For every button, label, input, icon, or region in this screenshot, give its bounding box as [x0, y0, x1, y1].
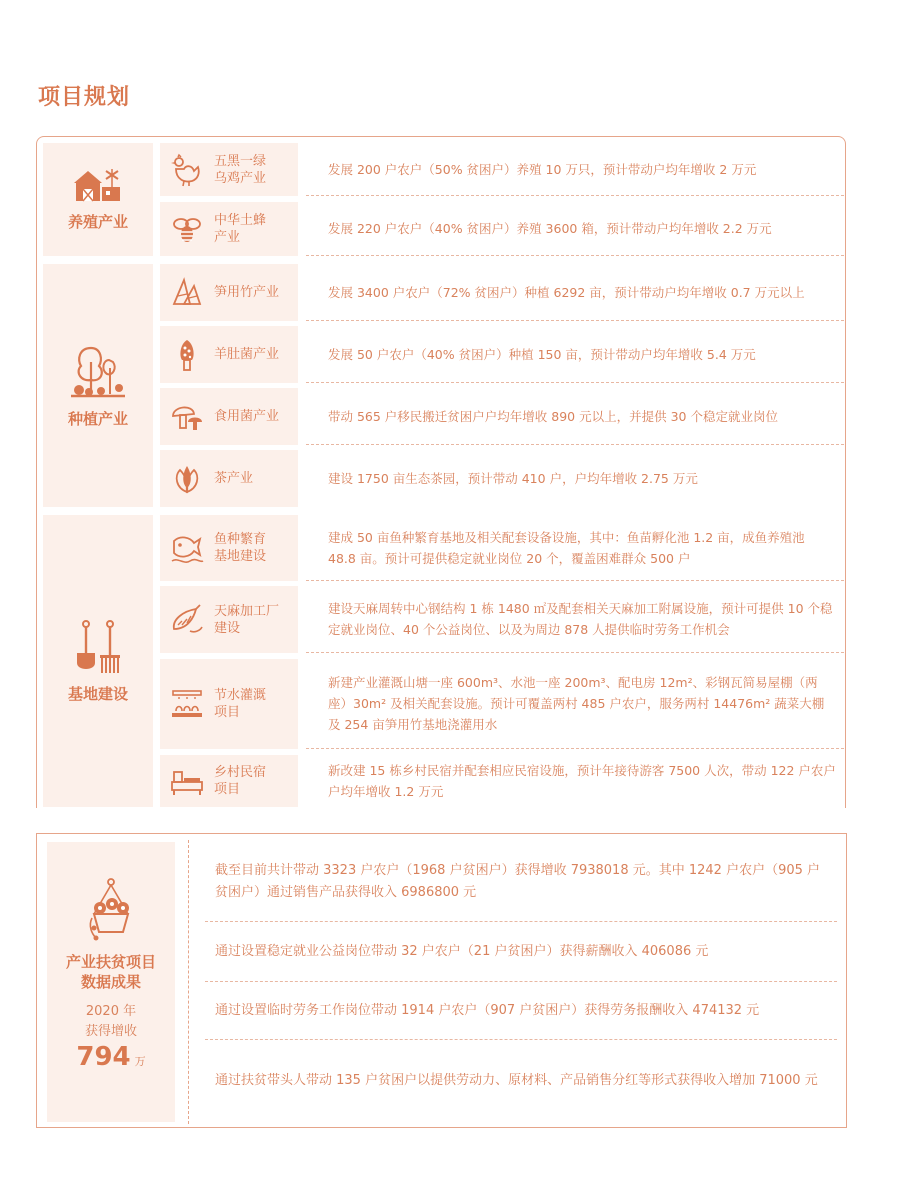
item-description: 建设 1750 亩生态茶园，预计带动 410 户，户均年增收 2.75 万元	[328, 471, 698, 486]
item-name: 节水灌溉 项目	[214, 688, 267, 720]
result-item: 通过扶贫带头人带动 135 户贫困户以提供劳动力、原材料、产品销售分红等形式获得收入增加 71000 元	[215, 1073, 818, 1088]
item-name-cell	[160, 264, 298, 321]
item-name-cell	[160, 202, 298, 256]
bee-icon	[170, 212, 204, 246]
shovel-rake-icon	[73, 619, 123, 675]
fish-icon	[170, 531, 204, 565]
item-description: 发展 220 户农户（40% 贫困户）养殖 3600 箱，预计带动户均年增收 2.2 万元	[306, 202, 844, 256]
result-item: 通过设置临时劳务工作岗位带动 1914 户农户（907 户贫困户）获得劳务报酬收入 474132 元	[205, 982, 837, 1040]
item-name-cell	[160, 755, 298, 807]
item-name-cell	[160, 586, 298, 653]
tea-leaf-icon	[170, 462, 204, 496]
summary-label: 产业扶贫项目 数据成果	[65, 953, 156, 991]
category-label: 养殖产业	[67, 213, 128, 231]
item-name: 笋用竹产业	[214, 285, 280, 300]
item-description: 新改建 15 栋乡村民宿并配套相应民宿设施，预计年接待游客 7500 人次，带动 122 户农户户均年增收 1.2 万元	[328, 763, 836, 799]
category-base-construction	[43, 515, 153, 807]
category-planting	[43, 264, 153, 507]
morel-icon	[170, 338, 204, 372]
trees-flowers-icon	[69, 342, 127, 400]
item-name: 食用菌产业	[214, 409, 280, 424]
results-divider	[188, 840, 189, 1124]
item-description: 带动 565 户移民搬迁贫困户户均年增收 890 元以上，并提供 30 个稳定就业岗位	[306, 388, 844, 445]
item-name-cell	[160, 450, 298, 507]
gastrodia-icon	[170, 603, 204, 637]
item-name: 鱼种繁育 基地建设	[214, 532, 267, 564]
item-name: 茶产业	[214, 471, 254, 486]
item-name: 乡村民宿 项目	[214, 765, 267, 797]
farm-barn-icon	[72, 167, 124, 203]
chicken-icon	[170, 153, 204, 187]
category-label: 基地建设	[67, 684, 128, 703]
page-title: 项目规划	[38, 85, 131, 110]
item-name-cell	[160, 326, 298, 383]
summary-unit: 万	[134, 1055, 146, 1068]
irrigation-icon	[170, 687, 204, 721]
category-label: 种植产业	[67, 410, 128, 428]
item-name-cell	[160, 659, 298, 749]
summary-year-text: 2020 年 获得增收	[84, 1004, 137, 1039]
item-name-cell	[160, 515, 298, 581]
result-item: 通过设置稳定就业公益岗位带动 32 户农户（21 户贫困户）获得薪酬收入 406086 元	[205, 922, 837, 982]
item-name-cell	[160, 143, 298, 196]
bed-icon	[170, 764, 204, 798]
summary-cell	[47, 842, 175, 1122]
mushroom-icon	[170, 400, 204, 434]
item-name: 天麻加工厂 建设	[214, 603, 280, 636]
item-name-cell	[160, 388, 298, 445]
hanging-flower-basket-icon	[86, 878, 136, 944]
item-description: 建成 50 亩鱼种繁育基地及相关配套设备设施，其中：鱼苗孵化池 1.2 亩，成鱼养殖池 48.8 亩。预计可提供稳定就业岗位 20 个，覆盖困难群众 500 户	[306, 515, 844, 581]
item-description: 新建产业灌溉山塘一座 600m³、水池一座 200m³、配电房 12m²、彩钢瓦简易屋棚（两座）30m² 及相关配套设施。预计可覆盖两村 485 户农户，服务两村 14476m² 蔬菜大棚及 254 亩笋用竹基地浇灌用水	[306, 659, 844, 749]
category-breeding	[43, 143, 153, 256]
item-description: 建设天麻周转中心钢结构 1 栋 1480 ㎡及配套相关天麻加工附属设施，预计可提供 10 个稳定就业岗位、40 个公益岗位、以及为周边 878 人提供临时劳务工作机会	[306, 586, 844, 653]
result-item: 截至目前共计带动 3323 户农户（1968 户贫困户）获得增收 7938018 元。其中 1242 户农户（905 户贫困户）通过销售产品获得收入 6986800 元	[205, 842, 837, 922]
item-description: 发展 3400 户农户（72% 贫困户）种植 6292 亩，预计带动户均年增收 0.7 万元以上	[306, 264, 844, 321]
item-description: 发展 200 户农户（50% 贫困户）养殖 10 万只，预计带动户均年增收 2 万元	[306, 143, 844, 196]
summary-value: 794	[76, 1042, 131, 1072]
item-description: 发展 50 户农户（40% 贫困户）种植 150 亩，预计带动户均年增收 5.4 万元	[306, 326, 844, 383]
item-name: 羊肚菌产业	[214, 347, 280, 362]
bamboo-shoot-icon	[170, 276, 204, 310]
item-name: 五黑一绿 乌鸡产业	[214, 153, 267, 186]
item-name: 中华土蜂 产业	[214, 213, 267, 245]
